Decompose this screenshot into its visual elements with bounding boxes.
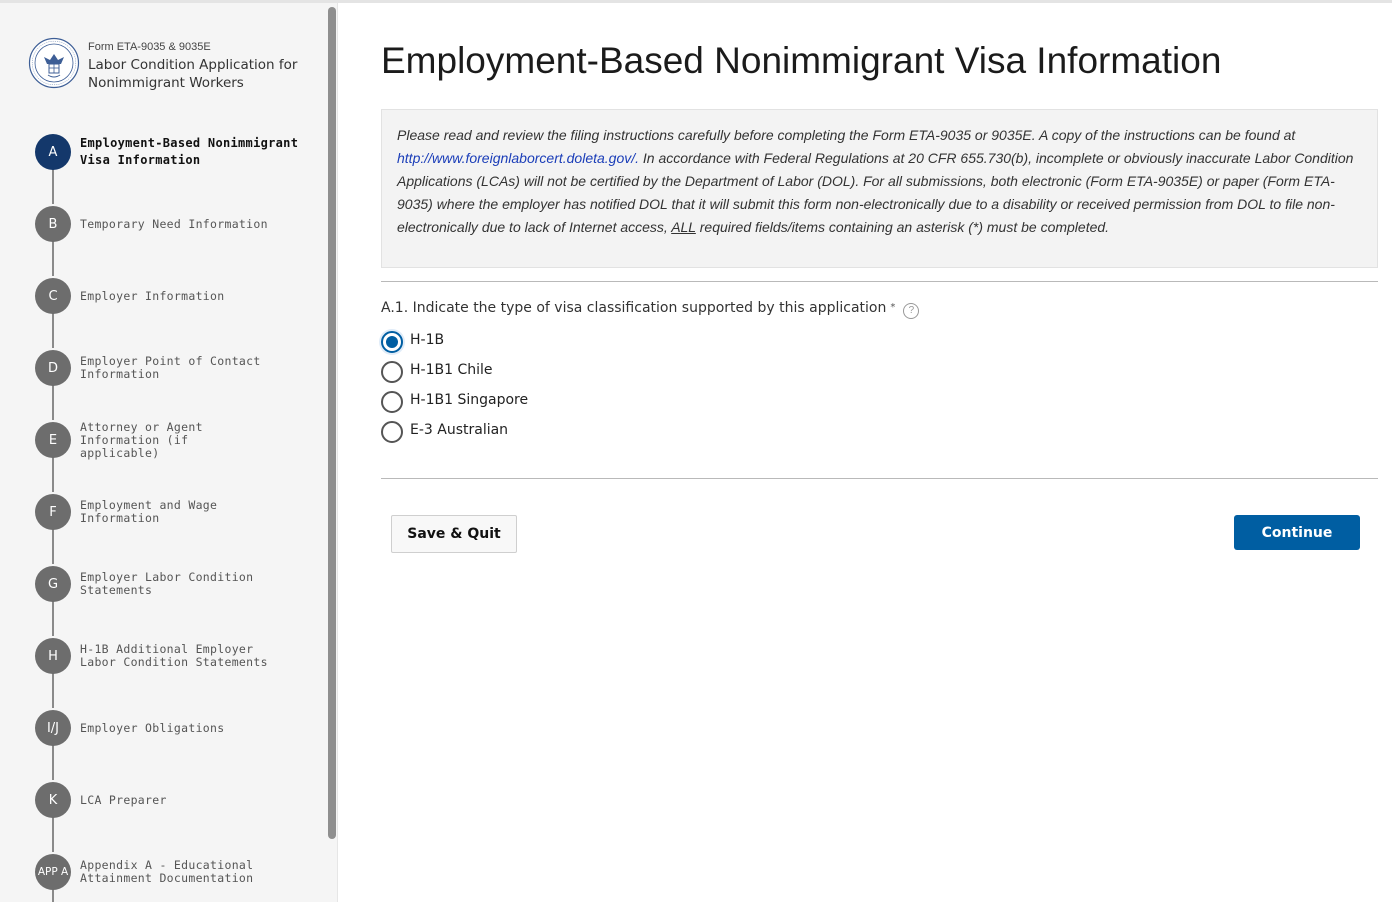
step-label: Employer Obligations	[80, 720, 225, 735]
step-d[interactable]	[35, 350, 330, 390]
step-badge: H	[35, 638, 71, 674]
divider	[381, 281, 1378, 282]
required-asterisk: *	[890, 302, 896, 313]
radio-option-h1b1-chile[interactable]	[381, 360, 681, 384]
step-f[interactable]	[35, 494, 330, 534]
instructions-text-1: Please read and review the filing instructions carefully before completing the Form ETA-9035 or 9035E. A copy of the instructions can be found at	[397, 127, 1296, 143]
step-label: Appendix A - Educational Attainment Documentation	[80, 858, 254, 885]
step-badge: A	[35, 134, 71, 170]
department-of-labor-seal-icon	[28, 37, 80, 89]
step-badge: E	[35, 422, 71, 458]
step-label: Employer Point of Contact Information	[80, 354, 261, 381]
radio-button[interactable]	[381, 391, 403, 413]
radio-option-h1b1-singapore[interactable]	[381, 390, 681, 414]
sidebar	[0, 3, 338, 902]
step-badge: B	[35, 206, 71, 242]
radio-button[interactable]	[381, 421, 403, 443]
radio-label: H-1B1 Singapore	[410, 392, 529, 408]
form-number: Form ETA-9035 & 9035E	[88, 41, 211, 53]
question-circle-icon[interactable]: ?	[903, 303, 919, 319]
radio-label: E-3 Australian	[410, 422, 509, 438]
step-b[interactable]	[35, 206, 330, 246]
main-content	[381, 0, 1378, 902]
step-label: Employment and Wage Information	[80, 498, 218, 525]
question-label: A.1. Indicate the type of visa classification supported by this application	[381, 300, 887, 316]
step-label: Temporary Need Information	[80, 216, 268, 231]
step-badge: K	[35, 782, 71, 818]
step-label: LCA Preparer	[80, 792, 167, 807]
instructions-panel	[381, 109, 1378, 268]
step-label: H-1B Additional Employer Labor Condition Statements	[80, 642, 268, 669]
instructions-link[interactable]: http://www.foreignlaborcert.doleta.gov/.	[397, 150, 640, 166]
instructions-text-2: In accordance with Federal Regulations at 20 CFR 655.730(b), incomplete or obviously inaccurate Labor Condition Applications (LCAs) will not be certified by the Department of Labor (DOL). For all submissions, both electronic (Form ETA-9035E) or paper (Form ETA-9035) where the employer has notified DOL that it will submit this form non-electronically due to a disability or received permission from DOL to file non-electronically due to lack of Internet access,	[397, 150, 1354, 235]
continue-button[interactable]: Continue	[1234, 515, 1360, 550]
radio-label: H-1B1 Chile	[410, 362, 493, 378]
step-label: Employer Labor Condition Statements	[80, 570, 254, 597]
application-title: Labor Condition Application for Nonimmigrant Workers	[88, 57, 298, 91]
page-title: Employment-Based Nonimmigrant Visa Information	[381, 40, 1222, 81]
radio-label: H-1B	[410, 332, 445, 348]
radio-option-e3-australian[interactable]	[381, 420, 681, 444]
step-badge: C	[35, 278, 71, 314]
save-quit-button[interactable]: Save & Quit	[391, 515, 517, 553]
divider	[381, 478, 1378, 479]
step-label: Attorney or Agent Information (if applicable)	[80, 419, 203, 460]
radio-button[interactable]	[381, 331, 403, 353]
step-c[interactable]	[35, 278, 330, 318]
step-badge: D	[35, 350, 71, 386]
radio-option-h1b[interactable]	[381, 330, 681, 354]
sidebar-scrollbar[interactable]	[328, 7, 336, 839]
instructions-text-3: required fields/items containing an asterisk (*) must be completed.	[699, 219, 1110, 235]
instructions-all: ALL	[671, 219, 696, 235]
radio-button[interactable]	[381, 361, 403, 383]
step-badge: G	[35, 566, 71, 602]
step-k[interactable]	[35, 782, 330, 822]
step-badge: APP A	[35, 854, 71, 890]
step-a[interactable]	[35, 134, 330, 174]
step-ij[interactable]	[35, 710, 330, 750]
step-badge: I/J	[35, 710, 71, 746]
brand-header	[28, 37, 318, 97]
question-a1	[381, 300, 1281, 319]
step-g[interactable]	[35, 566, 330, 606]
step-label: Employer Information	[80, 288, 225, 303]
step-appendix-a[interactable]	[35, 854, 330, 894]
step-label: Employment-Based Nonimmigrant Visa Information	[80, 136, 299, 167]
step-h[interactable]	[35, 638, 330, 678]
step-e[interactable]	[35, 419, 330, 462]
step-badge: F	[35, 494, 71, 530]
